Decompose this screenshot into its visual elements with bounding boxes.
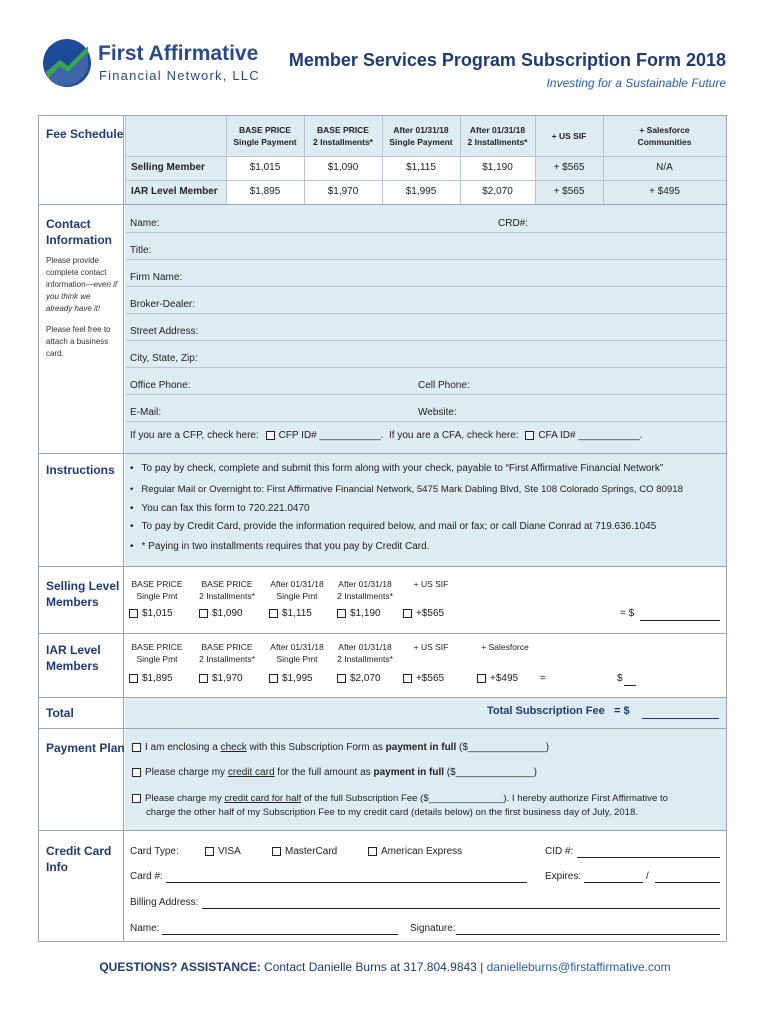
grid-line xyxy=(125,156,726,157)
firm-field[interactable] xyxy=(126,286,726,287)
fee-column-header xyxy=(226,124,304,148)
name-label: Name: xyxy=(130,218,160,229)
instructions-label: Instructions xyxy=(46,463,115,477)
fee-cell: $1,015 xyxy=(249,162,281,173)
price-option-checkbox[interactable] xyxy=(129,609,138,618)
option-column-header xyxy=(262,578,332,602)
fee-cell: $1,970 xyxy=(327,186,359,197)
fee-cell: + $565 xyxy=(553,186,585,197)
contact-title-line1: Contact xyxy=(46,217,91,231)
option-header-line: Single Pmt xyxy=(276,591,318,601)
cfa-prefix: If you are a CFA, check here: xyxy=(389,430,519,441)
cfa-checkbox[interactable] xyxy=(525,431,534,440)
cc-name-label: Name: xyxy=(130,923,160,934)
price-option-label: $1,995 xyxy=(282,673,313,684)
billing-address-label: Billing Address: xyxy=(130,897,199,908)
fee-cell: $1,895 xyxy=(249,186,281,197)
fee-column-header xyxy=(382,124,460,148)
contact-note-italic: even if you think we already have it! xyxy=(46,280,118,313)
crd-label: CRD#: xyxy=(498,218,529,229)
price-option-checkbox[interactable] xyxy=(337,609,346,618)
price-option-label: +$495 xyxy=(490,673,519,684)
fee-column-header xyxy=(535,130,603,142)
fee-column-header-line: 2 Installments* xyxy=(467,137,528,147)
card-type-visa[interactable] xyxy=(205,846,241,857)
mastercard-label: MasterCard xyxy=(285,846,338,857)
option-header-line: 2 Installments* xyxy=(337,654,393,664)
street-field[interactable] xyxy=(126,340,726,341)
option-column-header xyxy=(192,641,262,665)
option-header-line: BASE PRICE xyxy=(201,642,253,652)
billing-address-field[interactable] xyxy=(202,908,720,909)
logo-icon xyxy=(42,38,92,88)
option-header-line: After 01/31/18 xyxy=(338,642,392,652)
fee-column-header xyxy=(304,124,382,148)
cfp-id: CFP ID# ___________. xyxy=(278,430,384,441)
pay2-text: Please charge my xyxy=(145,767,228,778)
price-option[interactable] xyxy=(477,673,518,684)
name-field[interactable] xyxy=(126,232,726,233)
option-column-header xyxy=(396,641,466,653)
price-option[interactable] xyxy=(199,608,243,619)
price-option-label: $1,090 xyxy=(212,608,243,619)
fee-cell: $1,090 xyxy=(327,162,359,173)
price-option-checkbox[interactable] xyxy=(403,609,412,618)
cfa-id: CFA ID# ___________. xyxy=(538,430,643,441)
option-column-header xyxy=(396,578,466,590)
pay1-underline: check xyxy=(220,742,247,753)
website-label: Website: xyxy=(418,407,457,418)
total-shade xyxy=(125,698,726,728)
city-field[interactable] xyxy=(126,367,726,368)
price-option[interactable] xyxy=(129,673,173,684)
price-option-checkbox[interactable] xyxy=(199,609,208,618)
fee-cell: + $495 xyxy=(649,186,680,197)
street-label: Street Address: xyxy=(130,326,199,337)
divider xyxy=(39,830,726,831)
iar-eq: = xyxy=(540,673,546,684)
price-option[interactable] xyxy=(269,608,312,619)
option-header-line: 2 Installments* xyxy=(199,654,255,664)
cell-phone-label: Cell Phone: xyxy=(418,380,470,391)
iar-total-dollar: $ xyxy=(617,673,623,684)
selling-level-title xyxy=(46,578,119,610)
price-option[interactable] xyxy=(337,673,381,684)
total-fee-field[interactable] xyxy=(642,718,719,719)
price-option-checkbox[interactable] xyxy=(269,674,278,683)
brand-subtitle: Financial Network, LLC xyxy=(99,68,260,83)
selling-title-line1: Selling Level xyxy=(46,579,120,593)
card-number-field[interactable] xyxy=(166,882,527,883)
broker-label: Broker-Dealer: xyxy=(130,299,196,310)
expires-year-field[interactable] xyxy=(655,882,720,883)
pay-option-card-full xyxy=(132,767,537,778)
fee-column-header xyxy=(460,124,535,148)
fee-schedule-label: Fee Schedule xyxy=(46,127,124,141)
signature-field[interactable] xyxy=(456,934,720,935)
option-column-header xyxy=(330,578,400,602)
price-option-label: $1,015 xyxy=(142,608,173,619)
selling-total-eq: = $ xyxy=(620,608,635,619)
amex-label: American Express xyxy=(381,846,463,857)
footer xyxy=(0,960,770,974)
instruction-item: • To pay by check, complete and submit this form along with your check, payable to “First Affirmative Financial Network” xyxy=(130,463,663,474)
credit-card-title xyxy=(46,843,111,875)
expires-slash: / xyxy=(646,871,649,882)
visa-label: VISA xyxy=(218,846,241,857)
fee-cell: N/A xyxy=(656,162,673,173)
iar-total-field[interactable] xyxy=(624,685,636,686)
title-label: Title: xyxy=(130,245,152,256)
price-option[interactable] xyxy=(403,608,444,619)
pay-option-check xyxy=(132,742,549,753)
contact-note-text: Please provide complete contact information— xyxy=(46,256,107,289)
price-option-label: $2,070 xyxy=(350,673,381,684)
option-header-line: After 01/31/18 xyxy=(270,642,324,652)
option-header-line: + Salesforce xyxy=(481,642,529,652)
firm-label: Firm Name: xyxy=(130,272,183,283)
option-column-header xyxy=(122,578,192,602)
title-field[interactable] xyxy=(126,259,726,260)
iar-title-line1: IAR Level xyxy=(46,643,101,657)
option-header-line: Single Pmt xyxy=(136,591,178,601)
pay1-amount: ($______________) xyxy=(456,742,550,753)
fee-column-header-line: + Salesforce xyxy=(639,125,690,135)
expires-month-field[interactable] xyxy=(584,882,643,883)
broker-field[interactable] xyxy=(126,313,726,314)
grid-line xyxy=(125,116,126,204)
fee-column-header xyxy=(603,124,726,148)
cid-label: CID #: xyxy=(545,846,574,857)
city-label: City, State, Zip: xyxy=(130,353,198,364)
option-column-header xyxy=(262,641,332,665)
pay1-bold: payment in full xyxy=(385,742,457,753)
email-label: E-Mail: xyxy=(130,407,162,418)
cfp-prefix: If you are a CFP, check here: xyxy=(130,430,259,441)
option-header-line: After 01/31/18 xyxy=(338,579,392,589)
price-option[interactable] xyxy=(129,608,173,619)
price-option-checkbox[interactable] xyxy=(269,609,278,618)
cfp-checkbox[interactable] xyxy=(266,431,275,440)
cfp-cfa-line xyxy=(130,430,642,441)
price-option-label: $1,190 xyxy=(350,608,381,619)
office-phone-label: Office Phone: xyxy=(130,380,191,391)
form-tagline: Investing for a Sustainable Future xyxy=(546,76,726,90)
option-header-line: BASE PRICE xyxy=(201,579,253,589)
option-header-line: 2 Installments* xyxy=(199,591,255,601)
option-header-line: + US SIF xyxy=(413,642,449,652)
contact-title xyxy=(46,216,112,248)
visa-checkbox[interactable] xyxy=(205,847,214,856)
pay-card-full-checkbox[interactable] xyxy=(132,768,141,777)
price-option-checkbox[interactable] xyxy=(129,674,138,683)
price-option-label: $1,970 xyxy=(212,673,243,684)
card-type-label: Card Type: xyxy=(130,846,179,857)
amex-checkbox[interactable] xyxy=(368,847,377,856)
iar-title-line2: Members xyxy=(46,659,99,673)
payment-plan-label: Payment Plan xyxy=(46,741,125,755)
instruction-item: • Regular Mail or Overnight to: First Affirmative Financial Network, 5475 Mark Dabling Blvd, Ste 108 Colorado Springs, CO 80918 xyxy=(130,484,683,495)
form-title: Member Services Program Subscription Form 2018 xyxy=(288,50,726,70)
total-label: Total xyxy=(46,706,74,720)
divider xyxy=(39,566,726,567)
business-card-note: Please feel free to attach a business card. xyxy=(46,325,111,358)
fee-column-header-line: Single Payment xyxy=(233,137,297,147)
option-column-header xyxy=(122,641,192,665)
price-option-checkbox[interactable] xyxy=(337,674,346,683)
option-header-line: + US SIF xyxy=(413,579,449,589)
price-option[interactable] xyxy=(269,673,313,684)
pay3-line2: charge the other half of my Subscription Fee to my credit card (details below) on the first business day of July, 2018. xyxy=(146,807,639,818)
cc-title-line1: Credit Card xyxy=(46,844,112,858)
selling-total-field[interactable] xyxy=(640,620,720,621)
fee-column-header-line: Single Payment xyxy=(389,137,453,147)
footer-email-link[interactable]: danielleburns@firstaffirmative.com xyxy=(486,960,671,974)
card-number-label: Card #: xyxy=(130,871,163,882)
expires-label: Expires: xyxy=(545,871,582,882)
price-option-label: +$565 xyxy=(416,608,445,619)
pay3-underline: credit card for half xyxy=(224,793,302,804)
option-header-line: BASE PRICE xyxy=(131,642,183,652)
contact-title-line2: Information xyxy=(46,233,112,247)
fee-row-label: Selling Member xyxy=(131,162,205,173)
pay1-text2: with this Subscription Form as xyxy=(246,742,386,753)
contact-note xyxy=(46,255,118,315)
pay-card-half-checkbox[interactable] xyxy=(132,794,141,803)
pay-option-card-half xyxy=(132,793,668,804)
phone-field[interactable] xyxy=(126,394,726,395)
pay2-underline: credit card xyxy=(227,767,275,778)
price-option-checkbox[interactable] xyxy=(199,674,208,683)
pay2-amount: ($______________) xyxy=(444,767,537,778)
grid-line xyxy=(125,180,726,181)
mastercard-checkbox[interactable] xyxy=(272,847,281,856)
selling-title-line2: Members xyxy=(46,595,99,609)
instruction-item: • To pay by Credit Card, provide the information required below, and mail or fax; or call Diane Conrad at 719.636.1045 xyxy=(130,521,656,532)
iar-level-title xyxy=(46,642,101,674)
fee-column-header-line: After 01/31/18 xyxy=(393,125,449,135)
option-header-line: BASE PRICE xyxy=(131,579,183,589)
pay1-text: I am enclosing a xyxy=(145,742,221,753)
price-option-checkbox[interactable] xyxy=(477,674,486,683)
footer-contact: Contact Danielle Burns at 317.804.9843 | xyxy=(260,960,487,974)
brand-name: First Affirmative xyxy=(98,42,259,65)
fee-cell: $1,190 xyxy=(482,162,513,173)
option-header-line: After 01/31/18 xyxy=(270,579,324,589)
option-header-line: Single Pmt xyxy=(136,654,178,664)
option-header-line: 2 Installments* xyxy=(337,591,393,601)
pay3-text: Please charge my xyxy=(145,793,225,804)
option-column-header xyxy=(192,578,262,602)
total-subscription-label: Total Subscription Fee xyxy=(487,705,605,717)
cid-field[interactable] xyxy=(577,857,720,858)
fee-cell: + $565 xyxy=(553,162,585,173)
card-type-mastercard[interactable] xyxy=(272,846,337,857)
option-header-line: Single Pmt xyxy=(276,654,318,664)
cc-name-field[interactable] xyxy=(162,934,398,935)
fee-cell: $1,995 xyxy=(405,186,437,197)
option-column-header xyxy=(330,641,400,665)
fee-cell: $1,115 xyxy=(406,162,436,173)
price-option-label: $1,115 xyxy=(282,608,312,619)
fee-column-header-line: Communities xyxy=(637,137,692,147)
fee-column-header-line: BASE PRICE xyxy=(239,125,291,135)
card-type-amex[interactable] xyxy=(368,846,462,857)
pay-check-checkbox[interactable] xyxy=(132,743,141,752)
instruction-item: • * Paying in two installments requires that you pay by Credit Card. xyxy=(130,541,429,552)
pay2-bold: payment in full xyxy=(373,767,445,778)
price-option[interactable] xyxy=(403,673,444,684)
fee-column-header-line: After 01/31/18 xyxy=(469,125,526,135)
pay3-text2: of the full Subscription Fee ($______________). I hereby authorize First Affirmative to xyxy=(301,793,668,804)
fee-row-label: IAR Level Member xyxy=(131,186,218,197)
email-field[interactable] xyxy=(126,421,726,422)
price-option-label: +$565 xyxy=(416,673,445,684)
cc-title-line2: Info xyxy=(46,860,68,874)
price-option[interactable] xyxy=(337,608,381,619)
price-option-checkbox[interactable] xyxy=(403,674,412,683)
total-eq: = $ xyxy=(614,705,630,717)
footer-questions: QUESTIONS? ASSISTANCE: xyxy=(99,960,261,974)
instruction-item: • You can fax this form to 720.221.0470 xyxy=(130,503,310,514)
pay2-text2: for the full amount as xyxy=(274,767,374,778)
signature-label: Signature: xyxy=(410,923,456,934)
fee-column-header-line: 2 Installments* xyxy=(313,137,373,147)
fee-column-header-line: + US SIF xyxy=(551,131,587,141)
option-column-header xyxy=(470,641,540,653)
price-option-label: $1,895 xyxy=(142,673,173,684)
price-option[interactable] xyxy=(199,673,243,684)
divider xyxy=(39,633,726,634)
fee-column-header-line: BASE PRICE xyxy=(317,125,369,135)
fee-cell: $2,070 xyxy=(482,186,513,197)
